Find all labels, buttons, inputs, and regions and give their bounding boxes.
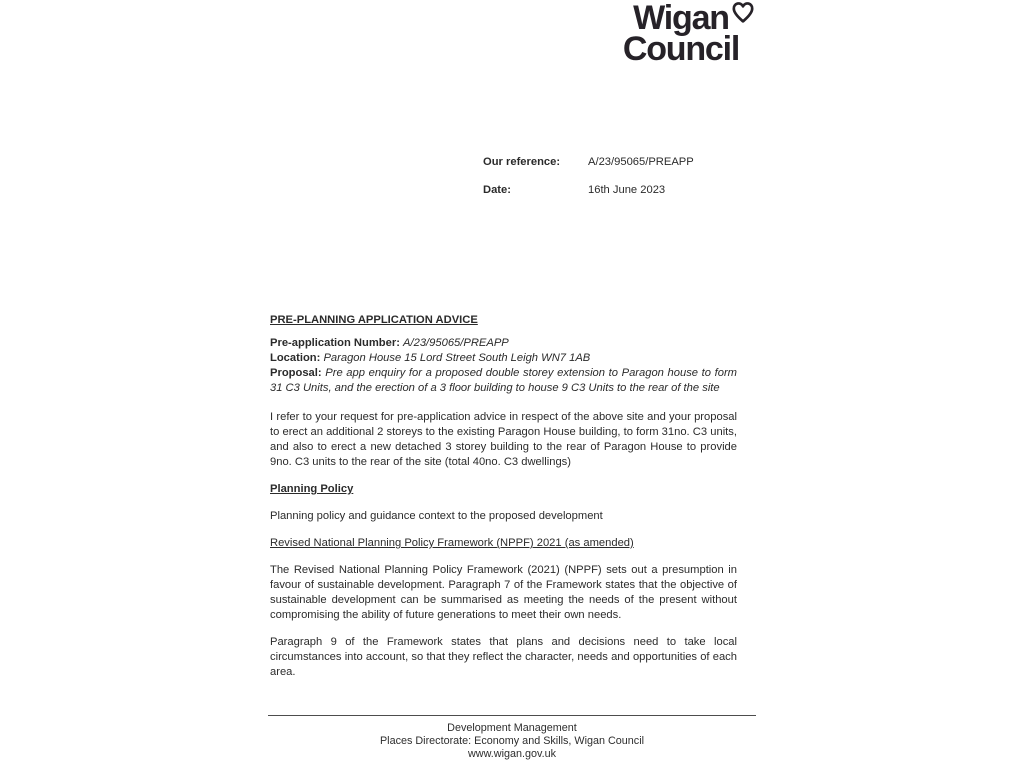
our-reference-value: A/23/95065/PREAPP xyxy=(588,156,694,168)
planning-policy-intro: Planning policy and guidance context to the proposed development xyxy=(270,510,603,522)
date-value: 16th June 2023 xyxy=(588,184,666,196)
logo-text-council: Council xyxy=(622,30,740,68)
heart-outline-icon xyxy=(730,0,756,24)
date-label: Date: xyxy=(483,184,511,196)
reference-block xyxy=(483,155,694,211)
pre-application-number-value: A/23/95065/PREAPP xyxy=(403,337,509,349)
intro-paragraph: I refer to your request for pre-application advice in respect of the above site and your proposal to erect an additional 2 storeys to the existing Paragon House building, to form 31no. C3 units, and also to erect a new detached 3 storey building to the rear of Paragon House to provide 9no. C3 units to the rear of the site (total 40no. C3 dwellings) xyxy=(270,411,737,468)
letter-footer xyxy=(268,715,756,761)
wigan-council-logo xyxy=(612,0,750,68)
pre-application-number-label: Pre-application Number: xyxy=(270,337,400,349)
footer-line-website: www.wigan.gov.uk xyxy=(467,748,556,760)
planning-policy-heading: Planning Policy xyxy=(270,483,354,495)
letter-body xyxy=(270,313,737,692)
nppf-subheading: Revised National Planning Policy Framework (NPPF) 2021 (as amended) xyxy=(270,537,634,549)
nppf-paragraph-1: The Revised National Planning Policy Framework (2021) (NPPF) sets out a presumption in favour of sustainable development. Paragraph 7 of the Framework states that the objective of sustainable development can be summarised as meeting the needs of the present without compromising the ability of future generations to meet their own needs. xyxy=(270,564,737,621)
nppf-paragraph-2: Paragraph 9 of the Framework states that plans and decisions need to take local circumstances into account, so that they reflect the character, needs and opportunities of each area. xyxy=(270,636,737,678)
our-reference-label: Our reference: xyxy=(483,156,561,168)
location-label: Location: xyxy=(270,352,321,364)
application-details xyxy=(270,336,737,396)
document-title: PRE-PLANNING APPLICATION ADVICE xyxy=(270,314,478,326)
logo-text-wigan: Wigan xyxy=(633,0,729,37)
logo-line-wigan xyxy=(633,0,729,37)
footer-line-department: Development Management xyxy=(447,722,577,734)
date-row xyxy=(483,183,694,198)
proposal-label: Proposal: xyxy=(270,367,322,379)
location-value: Paragon House 15 Lord Street South Leigh WN7 1AB xyxy=(323,352,591,364)
footer-line-directorate: Places Directorate: Economy and Skills, Wigan Council xyxy=(379,735,645,747)
reference-row xyxy=(483,155,694,170)
proposal-value: Pre app enquiry for a proposed double storey extension to Paragon house to form 31 C3 Units, and the erection of a 3 floor building to house 9 C3 Units to the rear of the site xyxy=(270,367,737,394)
